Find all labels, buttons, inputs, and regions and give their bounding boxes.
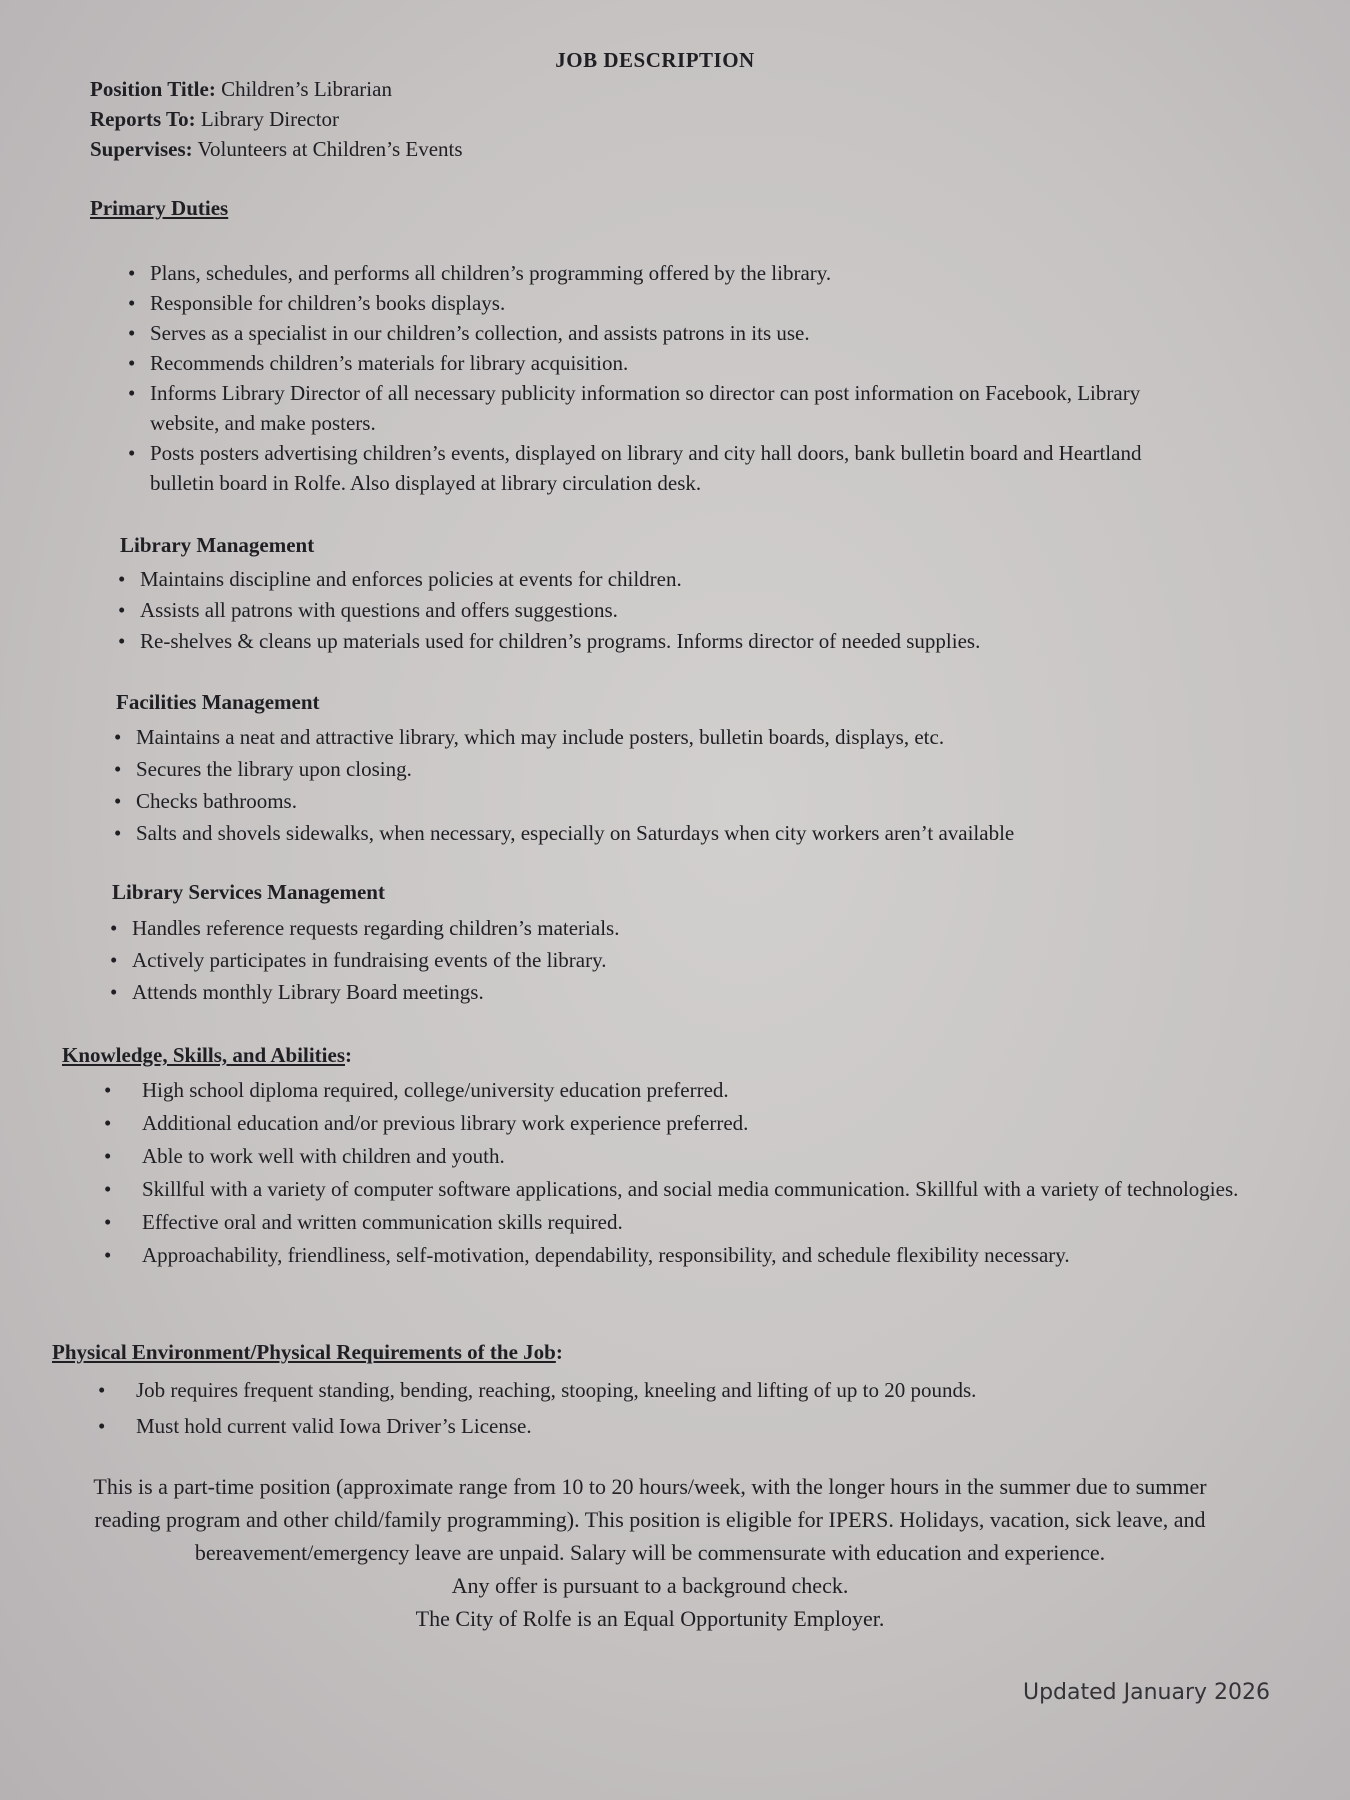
reports-to-line (90, 104, 463, 134)
supervises-value: Volunteers at Children’s Events (192, 137, 463, 161)
knowledge-skills-heading (62, 1043, 352, 1068)
list-item: • Secures the library upon closing. (114, 753, 1254, 785)
list-item: • Salts and shovels sidewalks, when necessary, especially on Saturdays when city workers aren’t available (114, 817, 1254, 849)
list-item: • High school diploma required, college/university education preferred. (96, 1074, 1256, 1107)
list-item: • Maintains discipline and enforces policies at events for children. (118, 564, 1238, 595)
library-management-list (118, 564, 1238, 657)
list-item: • Job requires frequent standing, bending, reaching, stooping, kneeling and lifting of up to 20 pounds. (90, 1372, 1250, 1408)
list-item: • Approachability, friendliness, self-motivation, dependability, responsibility, and schedule flexibility necessary. (96, 1239, 1256, 1272)
list-item: • Able to work well with children and youth. (96, 1140, 1256, 1173)
document-title: JOB DESCRIPTION (555, 48, 755, 72)
list-item: • Assists all patrons with questions and offers suggestions. (118, 595, 1238, 626)
list-item: • Handles reference requests regarding children’s materials. (110, 912, 1250, 944)
library-services-management-heading: Library Services Management (112, 880, 385, 904)
equal-opportunity-statement: The City of Rolfe is an Equal Opportunity Employer. (415, 1606, 885, 1631)
list-item: • Informs Library Director of all necessary publicity information so director can post information on Facebook, Library website, and make posters. (128, 378, 1168, 438)
closing-statement (60, 1470, 1240, 1635)
list-item: • Additional education and/or previous library work experience preferred. (96, 1107, 1256, 1140)
list-item: • Posts posters advertising children’s events, displayed on library and city hall doors, bank bulletin board and Heartland bulletin board in Rolfe. Also displayed at library circulation desk. (128, 438, 1168, 498)
list-item: • Serves as a specialist in our children’s collection, and assists patrons in its use. (128, 318, 1168, 348)
list-item: • Checks bathrooms. (114, 785, 1254, 817)
position-title-value: Children’s Librarian (215, 77, 392, 101)
position-info (90, 74, 463, 164)
background-check-note: Any offer is pursuant to a background check. (451, 1573, 849, 1598)
list-item: • Maintains a neat and attractive library, which may include posters, bulletin boards, displays, etc. (114, 721, 1254, 753)
updated-date: Updated January 2026 (1022, 1680, 1270, 1705)
primary-duties-list (128, 258, 1168, 498)
supervises-line (90, 134, 463, 164)
knowledge-skills-heading-colon: : (345, 1043, 352, 1067)
knowledge-skills-list (96, 1074, 1256, 1272)
list-item: • Recommends children’s materials for library acquisition. (128, 348, 1168, 378)
reports-to-label: Reports To: (90, 107, 196, 131)
physical-requirements-heading (52, 1340, 563, 1365)
list-item: • Effective oral and written communication skills required. (96, 1206, 1256, 1239)
list-item: • Attends monthly Library Board meetings. (110, 976, 1250, 1008)
position-terms-paragraph: This is a part-time position (approximate range from 10 to 20 hours/week, with the longer hours in the summer due to summer reading program and other child/family programming). This position is eligible for IPERS. Holidays, vacation, sick leave, and bereavement/emergency leave are unpaid. Salary will be commensurate with education and experience. (93, 1474, 1207, 1565)
physical-requirements-heading-text: Physical Environment/Physical Requirements of the Job (52, 1340, 556, 1364)
facilities-management-list (114, 721, 1254, 849)
physical-requirements-heading-colon: : (555, 1340, 563, 1364)
list-item: • Must hold current valid Iowa Driver’s License. (90, 1408, 1250, 1444)
library-services-management-list (110, 912, 1250, 1008)
position-title-label: Position Title: (90, 77, 216, 101)
list-item: • Actively participates in fundraising events of the library. (110, 944, 1250, 976)
list-item: • Responsible for children’s books displays. (128, 288, 1168, 318)
knowledge-skills-heading-text: Knowledge, Skills, and Abilities (62, 1043, 345, 1067)
position-title-line (90, 74, 463, 104)
list-item: • Plans, schedules, and performs all children’s programming offered by the library. (128, 258, 1168, 288)
physical-requirements-list (90, 1372, 1250, 1444)
supervises-label: Supervises: (90, 137, 193, 161)
list-item: • Re-shelves & cleans up materials used for children’s programs. Informs director of needed supplies. (118, 626, 1238, 657)
library-management-heading: Library Management (120, 533, 315, 557)
facilities-management-heading: Facilities Management (116, 690, 320, 714)
reports-to-value: Library Director (195, 107, 340, 131)
list-item: • Skillful with a variety of computer software applications, and social media communication. Skillful with a variety of technologies. (96, 1173, 1256, 1206)
primary-duties-heading: Primary Duties (90, 196, 229, 220)
